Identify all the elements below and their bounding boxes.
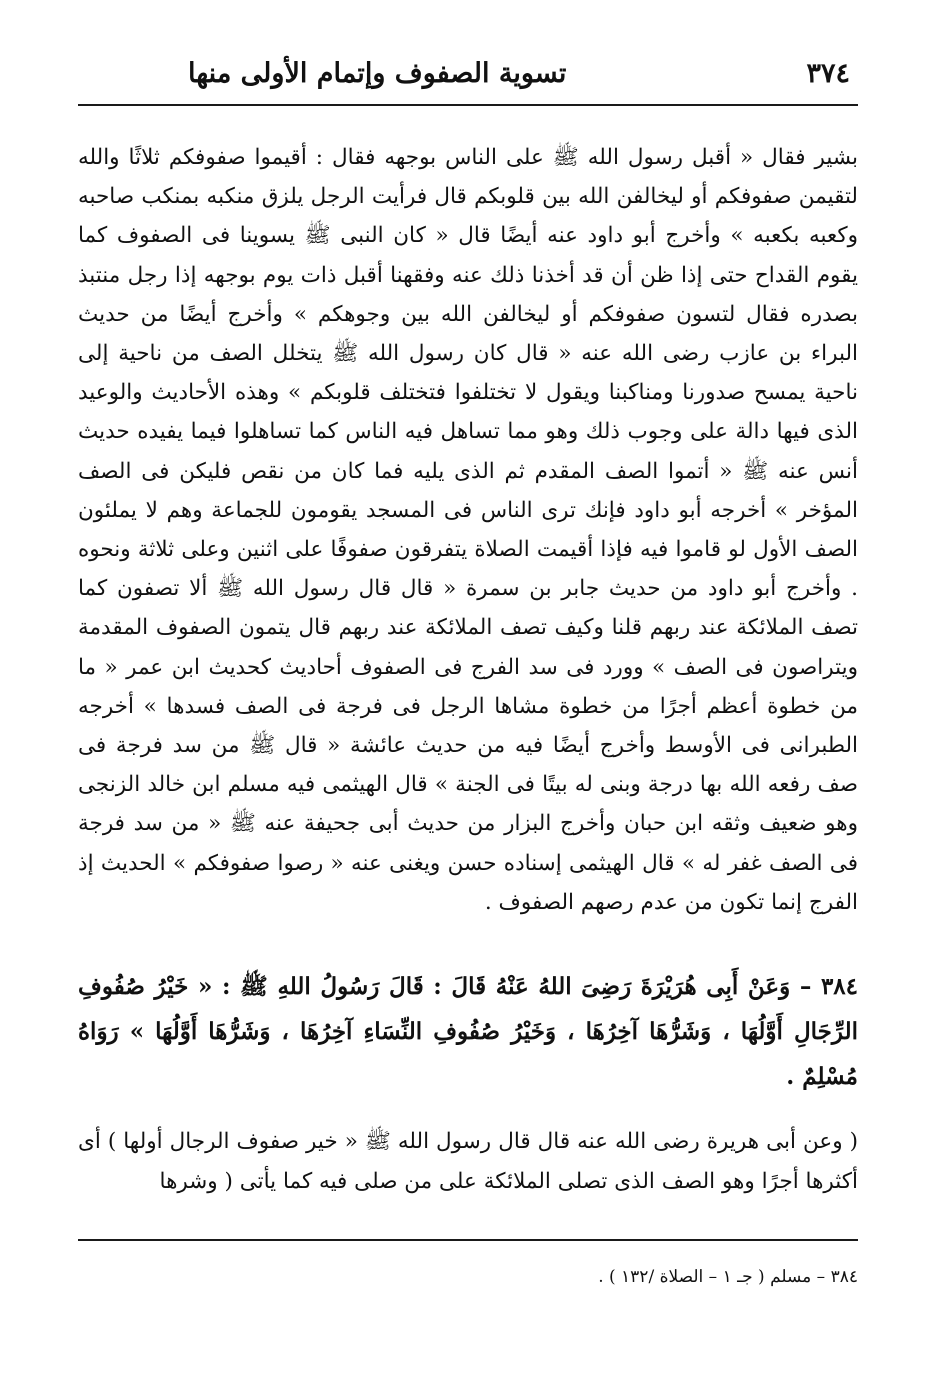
- footnote: ٣٨٤ – مسلم ( جـ ١ – الصلاة /١٣٢ ) .: [598, 1267, 858, 1287]
- explanation-paragraph: ( وعن أبى هريرة رضى الله عنه قال قال رسول الله ﷺ « خير صفوف الرجال أولها ) أى أكثرها أجرًا وهو الصف الذى تصلى الملائكة على من صلى فيه كما يأتى ( وشرها: [78, 1129, 858, 1194]
- commentary-paragraph: بشير فقال « أقبل رسول الله ﷺ على الناس بوجهه فقال : أقيموا صفوفكم ثلاثًا والله لتقيمن صفوفكم أو ليخالفن الله بين قلوبكم قال فرأيت الرجل يلزق منكبه بمنكب صاحبه وكعبه بكعبه » وأخرج أبو داود عنه أيضًا قال « كان النبى ﷺ يسوينا فى الصفوف كما يقوم القداح حتى إذا ظن أن قد أخذنا ذلك عنه وفقهنا أقبل ذات يوم بوجهه إذا رجل منتبذ بصدره فقال لتسون صفوفكم أو ليخالفن الله بين وجوهكم » وأخرج أيضًا من حديث البراء بن عازب رضى الله عنه « قال كان رسول الله ﷺ يتخلل الصف من ناحية إلى ناحية يمسح صدورنا ومناكبنا ويقول لا تختلفوا فتختلف قلوبكم » وهذه الأحاديث والوعيد الذى فيها دالة على وجوب ذلك وهو مما تساهل فيه الناس كما تساهلوا فيما يفيده حديث أنس عنه ﷺ « أتموا الصف المقدم ثم الذى يليه فما كان من نقص فليكن فى الصف المؤخر » أخرجه أبو داود فإنك ترى الناس فى المسجد يقومون للجماعة وهم لا يملئون الصف الأول لو قاموا فيه فإذا أقيمت الصلاة يتفرقون صفوفًا على اثنين وعلى ثلاثة ونحوه . وأخرج أبو داود من حديث جابر بن سمرة « قال قال رسول الله ﷺ ألا تصفون كما تصف الملائكة عند ربهم قلنا وكيف تصف الملائكة عند ربهم قال يتمون الصفوف المقدمة ويتراصون فى الصف » وورد فى سد الفرج فى الصفوف أحاديث كحديث ابن عمر « ما من خطوة أعظم أجرًا من خطوة مشاها الرجل فى فرجة فى الصف فسدها » أخرجه الطبرانى فى الأوسط وأخرج أيضًا فيه من حديث عائشة « قال ﷺ من سد فرجة فى صف رفعه الله بها درجة وبنى له بيتًا فى الجنة » قال الهيثمى فيه مسلم ابن خالد الزنجى وهو ضعيف وثقه ابن حبان وأخرج البزار من حديث أبى جحيفة عنه ﷺ « من سد فرجة فى الصف غفر له » قال الهيثمى إسناده حسن ويغنى عنه « رصوا صفوفكم » الحديث إذ الفرج إنما تكون من عدم رصهم الصفوف .: [78, 145, 858, 915]
- page-number: ٣٧٤: [806, 57, 850, 89]
- page-header: [78, 52, 858, 94]
- book-page: [78, 0, 858, 1380]
- footnote-rule: [78, 1239, 858, 1241]
- hadith-384: ٣٨٤ – وَعَنْ أَبِى هُرَيْرَةَ رَضِىَ اللهُ عَنْهُ قَالَ : قَالَ رَسُولُ اللهِ ﷺ : « خَيْرُ صُفُوفِ الرِّجَالِ أَوَّلُهَا ، وَشَرُّهَا آخِرُهَا ، وَخَيْرُ صُفُوفِ النِّسَاءِ آخِرُهَا ، وَشَرُّهَا أَوَّلُهَا » رَوَاهُ مُسْلِمٌ .: [78, 973, 858, 1090]
- running-title: تسوية الصفوف وإتمام الأولى منها: [188, 57, 567, 89]
- header-rule: [78, 104, 858, 106]
